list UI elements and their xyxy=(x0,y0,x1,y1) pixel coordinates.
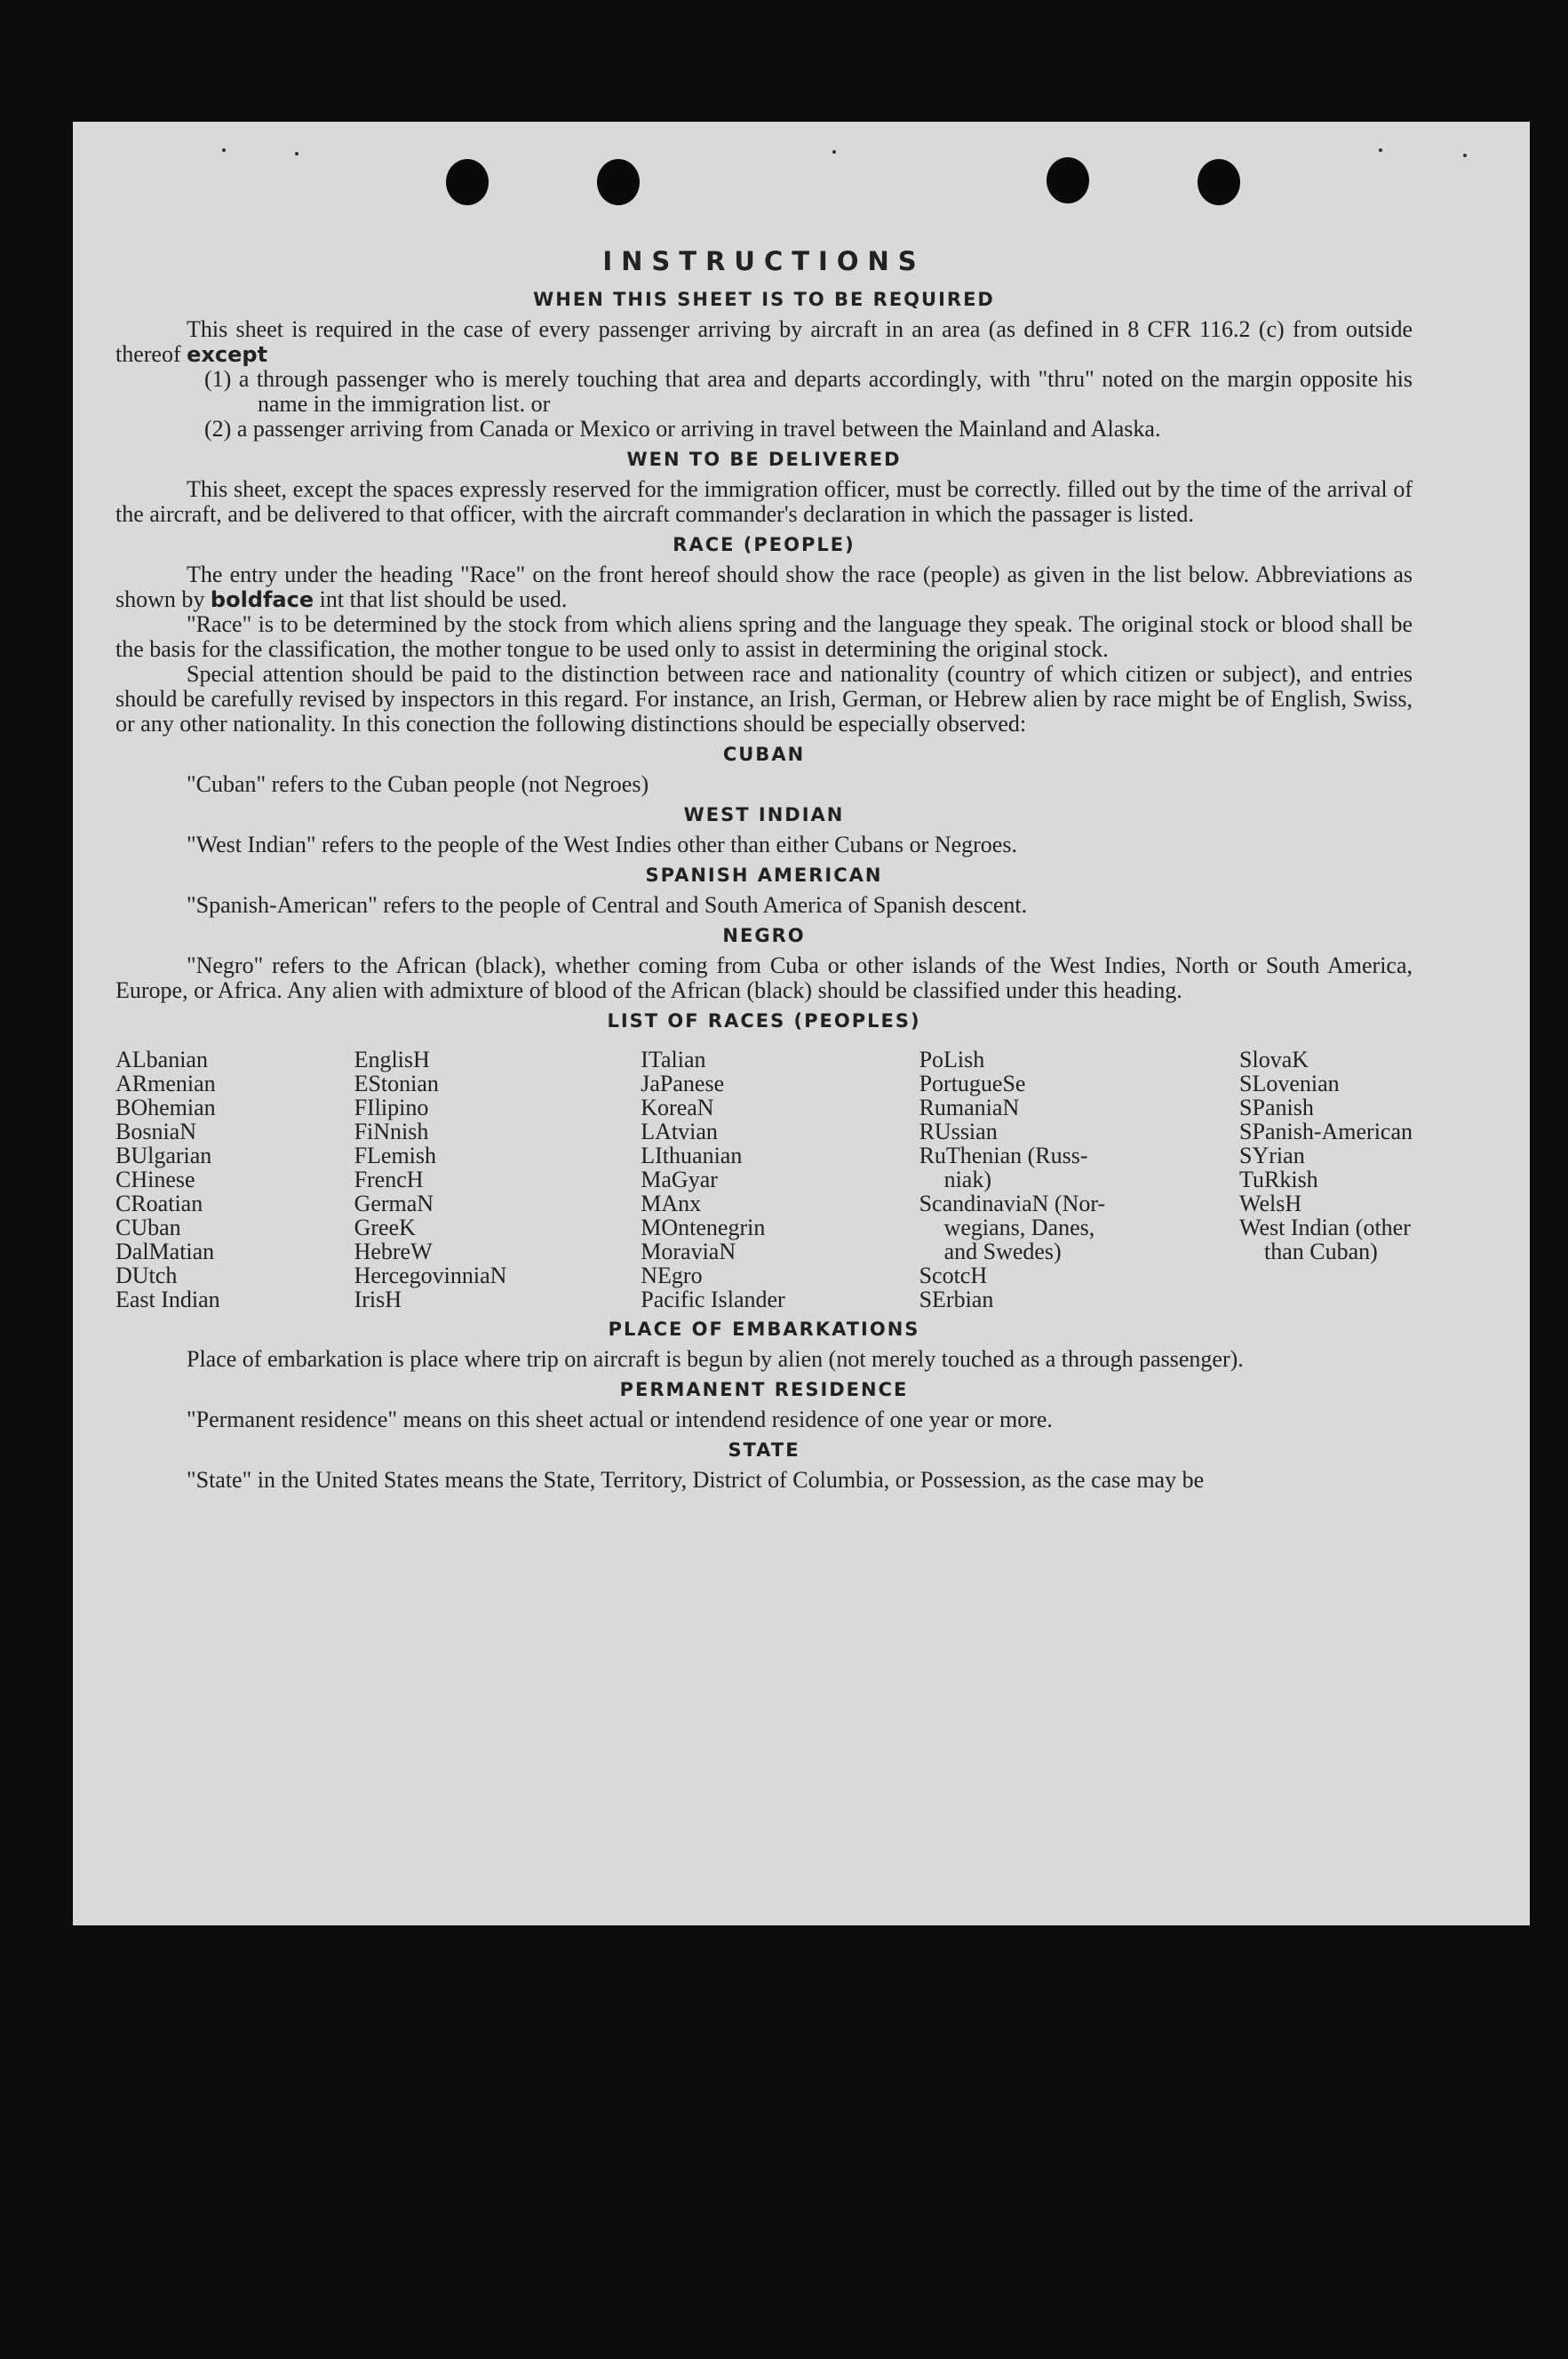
race-item: DalMatian xyxy=(115,1239,215,1264)
required-item-1: (1) a through passenger who is merely touching that area and departs accordingly, with "thru" noted on the margin opposite his name in the immigration list. or xyxy=(204,366,1413,417)
speck xyxy=(832,150,836,154)
races-column-1 xyxy=(115,1048,220,1311)
heading-races-list: LIST OF RACES (PEOPLES) xyxy=(607,1010,921,1032)
race-item: PoLish xyxy=(919,1047,985,1072)
race-item: IrisH xyxy=(354,1287,402,1312)
negro-text: "Negro" refers to the African (black), whether coming from Cuba or other islands of the West Indies, North or South America, Europe, or Africa. Any alien with admixture of blood of the African (black) should be classified under this heading. xyxy=(115,952,1413,1003)
race-item: MOntenegrin xyxy=(641,1215,766,1240)
punch-hole xyxy=(1198,159,1240,205)
instructions-content xyxy=(115,246,1413,1493)
heading-negro: NEGRO xyxy=(722,925,806,946)
race-item: FLemish xyxy=(354,1143,437,1168)
races-column-4 xyxy=(919,1048,1106,1311)
races-column-5 xyxy=(1239,1048,1413,1311)
heading-spanish-american: SPANISH AMERICAN xyxy=(645,865,883,886)
heading-cuban: CUBAN xyxy=(722,744,806,765)
race-item-continuation: wegians, Danes, xyxy=(943,1215,1095,1240)
punch-hole xyxy=(1047,157,1089,203)
race-item: ALbanian xyxy=(115,1047,208,1072)
race-item: FiNnish xyxy=(354,1119,429,1144)
race-item-continuation: than Cuban) xyxy=(1264,1239,1378,1264)
race-item: SErbian xyxy=(919,1287,994,1312)
cuban-text: "Cuban" refers to the Cuban people (not Negroes) xyxy=(187,771,649,797)
heading-permanent-residence: PERMANENT RESIDENCE xyxy=(619,1379,909,1400)
race-item: BosniaN xyxy=(115,1119,196,1144)
race-item: SLovenian xyxy=(1239,1071,1340,1096)
page-title: INSTRUCTIONS xyxy=(602,246,926,276)
state-text: "State" in the United States means the State, Territory, District of Columbia, or Possession, as the case may be xyxy=(187,1467,1205,1493)
race-item: LAtvian xyxy=(641,1119,718,1144)
race-item: TuRkish xyxy=(1239,1167,1318,1192)
punch-hole xyxy=(446,159,489,205)
race-item-continuation: and Swedes) xyxy=(943,1239,1062,1264)
race-item: ScandinaviaN (Nor- xyxy=(919,1191,1106,1216)
race-item: Pacific Islander xyxy=(641,1287,785,1312)
race-item: FIlipino xyxy=(354,1095,429,1120)
race-item: RUssian xyxy=(919,1119,998,1144)
race-item: SlovaK xyxy=(1239,1047,1309,1072)
race-item: CHinese xyxy=(115,1167,195,1192)
required-bold-word: except xyxy=(187,342,268,367)
race-item: GreeK xyxy=(354,1215,416,1240)
race-item: East Indian xyxy=(115,1287,220,1312)
races-column-2 xyxy=(354,1048,507,1311)
race-item: NEgro xyxy=(641,1263,703,1288)
race-item: MaGyar xyxy=(641,1167,718,1192)
race-paragraph-2: "Race" is to be determined by the stock from which aliens spring and the language they speak. The original stock or blood shall be the basis for the classification, the mother tongue to be used only to assist in determining the original stock. xyxy=(115,611,1413,662)
race-item: GermaN xyxy=(354,1191,434,1216)
speck xyxy=(1379,148,1382,152)
heading-delivered: WEN TO BE DELIVERED xyxy=(626,449,902,470)
speck xyxy=(295,152,298,155)
race-item: FrencH xyxy=(354,1167,424,1192)
heading-required: WHEN THIS SHEET IS TO BE REQUIRED xyxy=(533,289,995,310)
race-item: JaPanese xyxy=(641,1071,725,1096)
race-item: SPanish-American xyxy=(1239,1119,1413,1144)
race-item: CRoatian xyxy=(115,1191,203,1216)
delivered-text: This sheet, except the spaces expressly reserved for the immigration officer, must be correctly. filled out by the time of the arrival of the aircraft, and be delivered to that officer, with the aircraft commander's declaration in which the passager is listed. xyxy=(115,476,1413,527)
race-p1-bold: boldface xyxy=(210,587,314,612)
race-item: MAnx xyxy=(641,1191,702,1216)
race-paragraph-1 xyxy=(115,562,1413,612)
embarkation-text: Place of embarkation is place where trip on aircraft is begun by alien (not merely touched as a through passenger). xyxy=(187,1346,1244,1372)
document-page xyxy=(73,122,1530,1925)
race-item: ScotcH xyxy=(919,1263,988,1288)
race-item-continuation: niak) xyxy=(943,1167,991,1192)
race-item: West Indian (other xyxy=(1239,1215,1411,1240)
speck xyxy=(1463,154,1467,157)
race-item: CUban xyxy=(115,1215,181,1240)
race-item: EStonian xyxy=(354,1071,439,1096)
races-list xyxy=(115,1048,1413,1311)
heading-embarkation: PLACE OF EMBARKATIONS xyxy=(608,1319,920,1340)
heading-west-indian: WEST INDIAN xyxy=(683,804,845,825)
race-p1-after: int that list should be used. xyxy=(319,586,568,612)
race-paragraph-3: Special attention should be paid to the distinction between race and nationality (country of which citizen or subject), and entries should be carefully revised by inspectors in this regard. For instance, an Irish, German, or Hebrew alien by race might be of English, Swiss, or any other nationality. In this conection the following distinctions should be especially observed: xyxy=(115,661,1413,737)
race-item: SPanish xyxy=(1239,1095,1314,1120)
race-item: WelsH xyxy=(1239,1191,1302,1216)
heading-state: STATE xyxy=(728,1439,800,1461)
required-text-body: This sheet is required in the case of every passenger arriving by aircraft in an area (as defined in 8 CFR 116.2 (c) from outside thereof xyxy=(115,316,1413,367)
race-item: KoreaN xyxy=(641,1095,714,1120)
required-item-2: (2) a passenger arriving from Canada or Mexico or arriving in travel between the Mainland and Alaska. xyxy=(204,416,1161,442)
race-item: RumaniaN xyxy=(919,1095,1020,1120)
race-item: BOhemian xyxy=(115,1095,216,1120)
spanish-american-text: "Spanish-American" refers to the people of Central and South America of Spanish descent. xyxy=(187,892,1028,918)
race-item: MoraviaN xyxy=(641,1239,736,1264)
race-item: RuThenian (Russ- xyxy=(919,1143,1088,1168)
race-item: DUtch xyxy=(115,1263,178,1288)
race-p1-before: The entry under the heading "Race" on the front hereof should show the race (people) as given in the list below. Abbreviations as shown by xyxy=(115,562,1413,612)
race-item: BUlgarian xyxy=(115,1143,212,1168)
race-item: ITalian xyxy=(641,1047,706,1072)
speck xyxy=(222,148,226,152)
race-item: ARmenian xyxy=(115,1071,216,1096)
west-indian-text: "West Indian" refers to the people of the West Indies other than either Cubans or Negroes. xyxy=(187,832,1017,857)
race-item: HercegovinniaN xyxy=(354,1263,507,1288)
permanent-residence-text: "Permanent residence" means on this sheet actual or intendend residence of one year or more. xyxy=(187,1407,1053,1432)
race-item: LIthuanian xyxy=(641,1143,743,1168)
race-item: SYrian xyxy=(1239,1143,1305,1168)
required-text xyxy=(115,317,1413,367)
race-item: HebreW xyxy=(354,1239,433,1264)
race-item: PortugueSe xyxy=(919,1071,1026,1096)
race-item: EnglisH xyxy=(354,1047,430,1072)
heading-race: RACE (PEOPLE) xyxy=(673,534,856,555)
races-column-3 xyxy=(641,1048,784,1311)
punch-hole xyxy=(597,159,640,205)
